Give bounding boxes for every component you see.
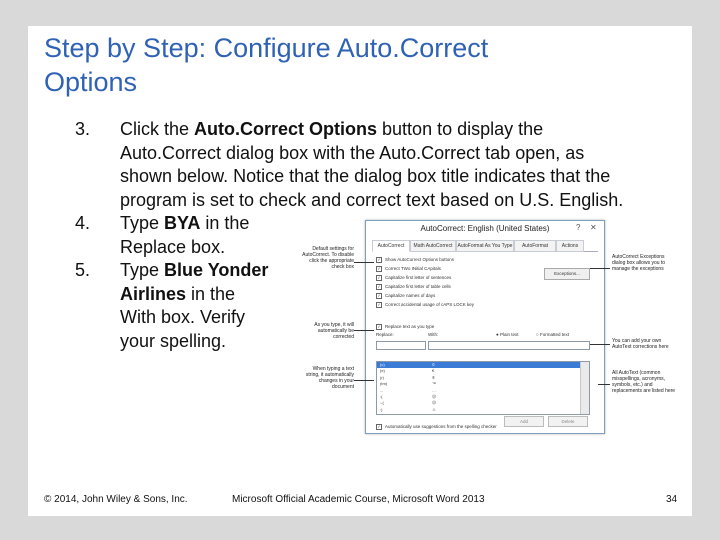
callout-when-typing: When typing a text string, it automatically changes in your document — [305, 366, 354, 390]
list-item[interactable] — [377, 368, 580, 374]
dialog-title: AutoCorrect: English (United States) — [420, 224, 550, 233]
replace-value: (e) — [380, 368, 385, 374]
callout-line — [354, 262, 374, 263]
step-text-line — [120, 306, 245, 330]
text: in the — [186, 283, 236, 304]
tab-autoformat-as-you-type[interactable]: AutoFormat As You Type — [456, 240, 514, 252]
callout-line — [354, 380, 374, 381]
spelling-checker-label: Automatically use suggestions from the spelling checker — [385, 424, 497, 430]
option-checkbox[interactable] — [376, 284, 596, 290]
option-label: Correct accidental usage of cAPS LOCK key — [385, 302, 475, 308]
dialog-tabs — [372, 239, 598, 252]
step-text-line — [120, 165, 610, 189]
with-value: ® — [432, 374, 435, 380]
with-value: ☺ — [432, 406, 437, 412]
list-item[interactable] — [377, 375, 580, 381]
step-text-line — [120, 283, 235, 307]
text: Click the — [120, 119, 195, 139]
with-input[interactable] — [428, 341, 590, 350]
option-checkbox[interactable] — [376, 257, 596, 263]
replacement-list[interactable] — [376, 361, 590, 415]
footer-course: Microsoft Official Academic Course, Microsoft Word 2013 — [232, 494, 485, 505]
plain-text-option[interactable]: ● Plain text — [496, 332, 519, 337]
with-label: With: — [428, 332, 439, 337]
checkbox-checked-icon: ✓ — [377, 275, 381, 280]
text: button to display the — [377, 119, 544, 139]
callout-default-settings: Default settings for AutoCorrect. To disable click the appropriate check box — [302, 246, 354, 270]
plain-text-label: Plain text — [499, 332, 519, 337]
replace-value: (c) — [380, 362, 385, 367]
replace-value: :) — [380, 406, 383, 412]
tab-autocorrect[interactable]: AutoCorrect — [372, 240, 410, 252]
slide-title — [44, 31, 684, 99]
text: With box. Verify — [120, 307, 246, 327]
with-value: ☹ — [432, 394, 437, 399]
with-value: © — [432, 362, 435, 367]
replace-as-you-type-label: Replace text as you type — [385, 324, 435, 330]
page-number: 34 — [666, 494, 678, 505]
spelling-checker-checkbox[interactable] — [376, 424, 596, 430]
bold-text: Auto.Correct Options — [194, 119, 378, 139]
replace-value: (r) — [380, 374, 384, 380]
tab-actions[interactable]: Actions — [556, 240, 584, 252]
text: in the — [200, 213, 250, 233]
list-item[interactable] — [377, 388, 580, 394]
formatted-text-label: Formatted text — [539, 332, 569, 337]
replace-label: Replace: — [376, 332, 394, 337]
with-value: € — [432, 368, 435, 374]
callout-as-you-type: As you type, it will automatically be corrected — [314, 322, 354, 340]
replace-value: :-( — [380, 400, 384, 406]
checkbox-checked-icon: ✓ — [377, 424, 381, 429]
list-item[interactable] — [377, 407, 580, 413]
option-label: Capitalize first letter of sentences — [385, 275, 452, 281]
option-checkbox[interactable] — [376, 302, 596, 308]
option-label: Correct TWo INitial CApitals — [385, 266, 441, 272]
callout-line — [598, 384, 610, 385]
list-item[interactable] — [377, 362, 580, 368]
list-item[interactable] — [377, 400, 580, 406]
callout-add-own: You can add your own AutoText corrections here — [612, 338, 669, 350]
replace-value: :( — [380, 394, 383, 399]
with-value: … — [432, 387, 436, 393]
step-text-line — [120, 236, 225, 260]
callout-line — [354, 330, 374, 331]
exceptions-button[interactable]: Exceptions... — [544, 268, 590, 280]
text: your spelling. — [120, 330, 227, 351]
list-item[interactable] — [377, 394, 580, 400]
step-text-line — [120, 118, 543, 142]
callout-line — [590, 344, 610, 345]
list-scrollbar[interactable] — [580, 362, 589, 414]
checkbox-checked-icon: ✓ — [377, 266, 381, 271]
step-text-line — [120, 330, 226, 354]
autocorrect-dialog — [365, 220, 605, 434]
footer-copyright: © 2014, John Wiley & Sons, Inc. — [44, 494, 188, 505]
title-line-2: Options — [44, 67, 138, 97]
replace-as-you-type-checkbox[interactable] — [376, 324, 596, 330]
step-number: 5. — [75, 260, 91, 280]
step-number: 4. — [75, 213, 91, 233]
checkbox-checked-icon: ✓ — [377, 324, 381, 329]
option-label: Capitalize first letter of table cells — [385, 284, 451, 290]
checkbox-checked-icon: ✓ — [377, 302, 381, 307]
step-text-line — [120, 142, 584, 166]
text: Type — [120, 260, 165, 280]
text: Replace box. — [120, 236, 226, 257]
checkbox-checked-icon: ✓ — [377, 257, 381, 262]
formatted-text-option[interactable]: ○ Formatted text — [536, 332, 569, 337]
option-label: Show AutoCorrect Options buttons — [385, 257, 455, 263]
title-line-1: Step by Step: Configure Auto.Correct — [44, 33, 489, 63]
replace-value: (tm) — [380, 381, 388, 387]
step-text-line — [120, 212, 249, 236]
bold-text: Airlines — [120, 283, 187, 304]
callout-all-autotext: All AutoText (common misspellings, acronyms, symbols, etc.) and replacements are listed here — [612, 370, 676, 394]
step-number: 3. — [75, 119, 91, 139]
add-button[interactable]: Add — [504, 416, 544, 427]
text: Type — [120, 213, 165, 233]
step-text-line — [120, 259, 268, 283]
replace-value: ... — [380, 387, 384, 393]
callout-line — [590, 268, 610, 269]
bold-text: BYA — [164, 213, 201, 233]
option-checkbox[interactable] — [376, 293, 596, 299]
bold-text: Blue Yonder — [164, 260, 269, 280]
list-item[interactable] — [377, 381, 580, 387]
delete-button[interactable]: Delete — [548, 416, 588, 427]
replace-input[interactable] — [376, 341, 426, 350]
close-icon[interactable]: ✕ — [590, 223, 597, 232]
checkbox-checked-icon: ✓ — [377, 293, 381, 298]
text: program is set to check and correct text based on U.S. English. — [120, 189, 624, 210]
text: shown below. Notice that the dialog box title indicates that the — [120, 166, 611, 186]
with-value: ☹ — [432, 400, 437, 406]
with-value: ™ — [432, 381, 436, 387]
checkbox-checked-icon: ✓ — [377, 284, 381, 289]
callout-exceptions: AutoCorrect Exceptions dialog box allows you to manage the exceptions — [612, 254, 666, 272]
tab-math-autocorrect[interactable]: Math AutoCorrect — [410, 240, 456, 252]
step-text-line — [120, 189, 623, 213]
help-icon[interactable]: ? — [576, 223, 581, 232]
text: Auto.Correct dialog box with the Auto.Correct tab open, as — [120, 142, 585, 163]
tab-autoformat[interactable]: AutoFormat — [514, 240, 556, 252]
option-label: Capitalize names of days — [385, 293, 436, 299]
